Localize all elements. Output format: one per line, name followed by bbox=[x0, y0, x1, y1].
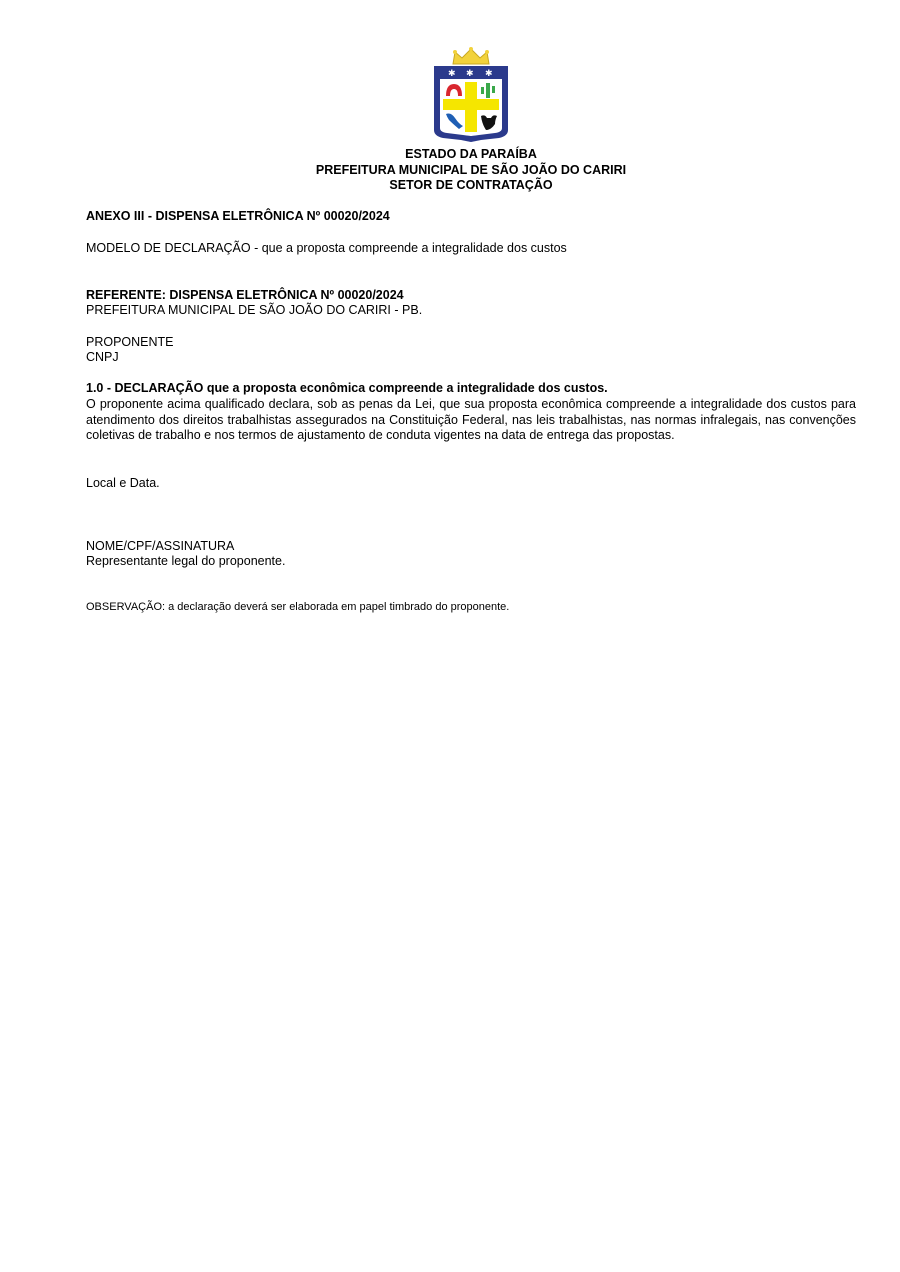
signature-name-line: NOME/CPF/ASSINATURA bbox=[86, 539, 235, 553]
place-date: Local e Data. bbox=[86, 476, 160, 490]
annex-title: ANEXO III - DISPENSA ELETRÔNICA Nº 00020/2024 bbox=[86, 209, 390, 223]
header-state: ESTADO DA PARAÍBA bbox=[405, 147, 537, 161]
observation-note: OBSERVAÇÃO: a declaração deverá ser elaborada em papel timbrado do proponente. bbox=[86, 601, 510, 613]
reference-org: PREFEITURA MUNICIPAL DE SÃO JOÃO DO CARIRI - PB. bbox=[86, 303, 423, 317]
proponent-label: PROPONENTE bbox=[86, 335, 174, 349]
header-sector: SETOR DE CONTRATAÇÃO bbox=[389, 178, 553, 192]
svg-text:✱: ✱ bbox=[485, 69, 493, 79]
declaration-body: O proponente acima qualificado declara, sob as penas da Lei, que sua proposta econômica compreende a integralidade dos custos para atendimento dos direitos trabalhistas assegurados na Constituição Federal, nas leis trabalhistas, nas normas infralegais, nas convenções coletivas de trabalho e nos termos de ajustamento de conduta vigentes na data de entrega das propostas. bbox=[86, 397, 856, 443]
model-line: MODELO DE DECLARAÇÃO - que a proposta compreende a integralidade dos custos bbox=[86, 241, 567, 255]
cnpj-label: CNPJ bbox=[86, 350, 119, 364]
reference-title: REFERENTE: DISPENSA ELETRÔNICA Nº 00020/2024 bbox=[86, 288, 404, 302]
declaration-title: 1.0 - DECLARAÇÃO que a proposta econômica compreende a integralidade dos custos. bbox=[86, 381, 608, 395]
svg-text:✱: ✱ bbox=[448, 69, 456, 79]
signature-role-line: Representante legal do proponente. bbox=[86, 554, 286, 568]
coat-of-arms-icon bbox=[429, 44, 513, 144]
svg-text:✱: ✱ bbox=[466, 69, 474, 79]
header-municipality: PREFEITURA MUNICIPAL DE SÃO JOÃO DO CARIRI bbox=[315, 163, 627, 177]
